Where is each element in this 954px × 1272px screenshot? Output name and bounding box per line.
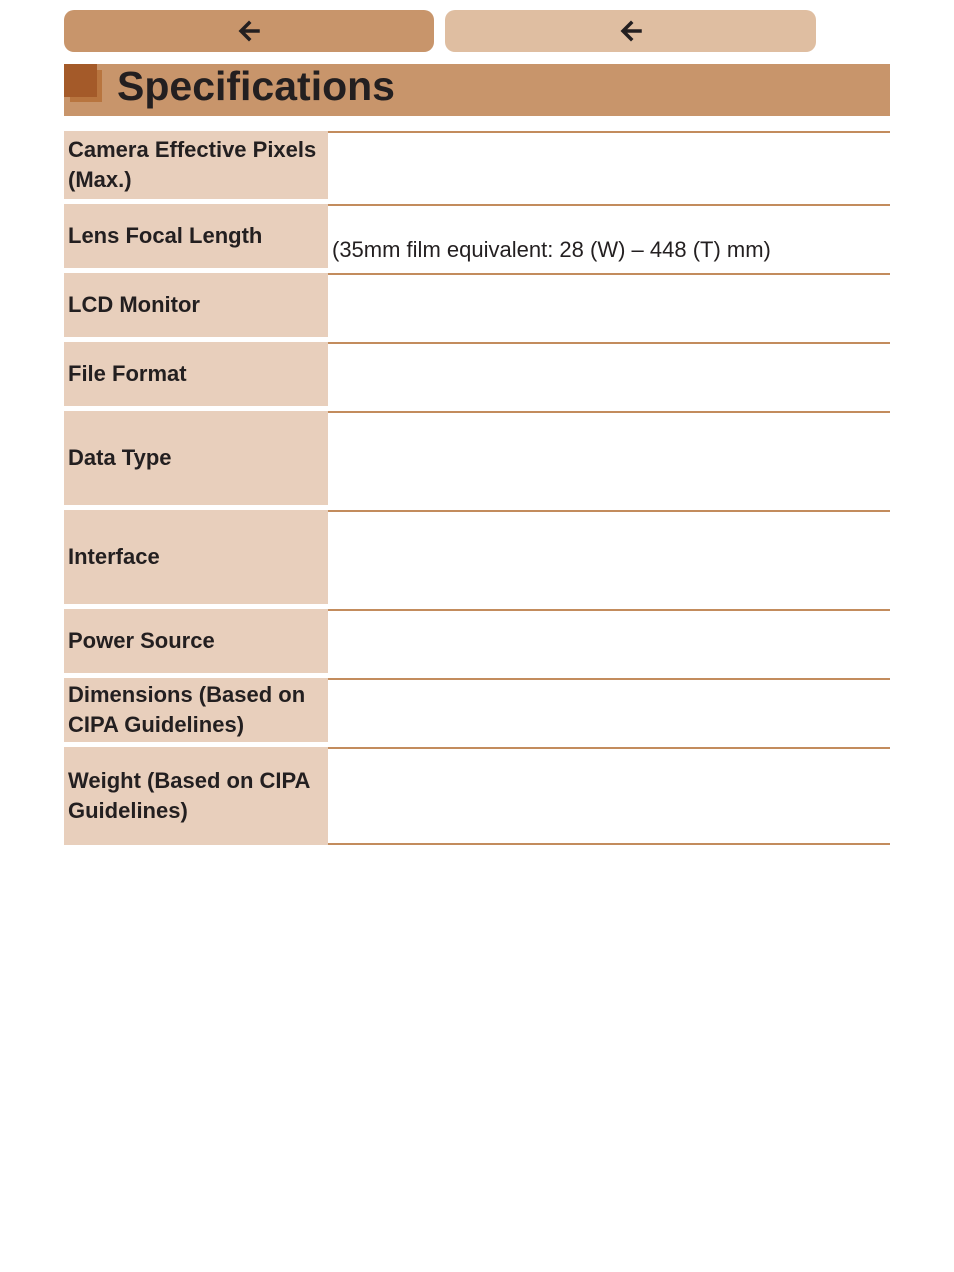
spec-row-dimensions bbox=[64, 678, 890, 742]
spec-row-camera-effective-pixels bbox=[64, 131, 890, 199]
back-button[interactable] bbox=[445, 10, 816, 52]
spec-row-weight bbox=[64, 747, 890, 845]
previous-page-button[interactable] bbox=[64, 10, 434, 52]
spec-label: Dimensions (Based on CIPA Guidelines) bbox=[64, 678, 328, 742]
spec-row-lcd-monitor bbox=[64, 273, 890, 337]
spec-value bbox=[328, 510, 890, 604]
spec-row-power-source bbox=[64, 609, 890, 673]
spec-value bbox=[328, 273, 890, 337]
spec-value: (35mm film equivalent: 28 (W) – 448 (T) mm) bbox=[328, 204, 890, 268]
spec-value bbox=[328, 342, 890, 406]
spec-label: Lens Focal Length bbox=[64, 204, 328, 268]
spec-label: Interface bbox=[64, 510, 328, 604]
spec-row-lens-focal-length bbox=[64, 204, 890, 268]
arrow-left-icon bbox=[620, 20, 642, 42]
spec-label: File Format bbox=[64, 342, 328, 406]
spec-row-file-format bbox=[64, 342, 890, 406]
spec-label: Power Source bbox=[64, 609, 328, 673]
spec-row-data-type bbox=[64, 411, 890, 505]
spec-label: Camera Effective Pixels (Max.) bbox=[64, 131, 328, 199]
spec-value bbox=[328, 609, 890, 673]
spec-label: Weight (Based on CIPA Guidelines) bbox=[64, 747, 328, 845]
spec-value bbox=[328, 131, 890, 199]
spec-value bbox=[328, 747, 890, 845]
page-title: Specifications bbox=[117, 63, 395, 109]
spec-label: Data Type bbox=[64, 411, 328, 505]
spec-value bbox=[328, 411, 890, 505]
spec-value bbox=[328, 678, 890, 742]
spec-label: LCD Monitor bbox=[64, 273, 328, 337]
arrow-left-icon bbox=[238, 20, 260, 42]
spec-table bbox=[64, 131, 890, 845]
title-marker bbox=[64, 64, 97, 97]
spec-row-interface bbox=[64, 510, 890, 604]
